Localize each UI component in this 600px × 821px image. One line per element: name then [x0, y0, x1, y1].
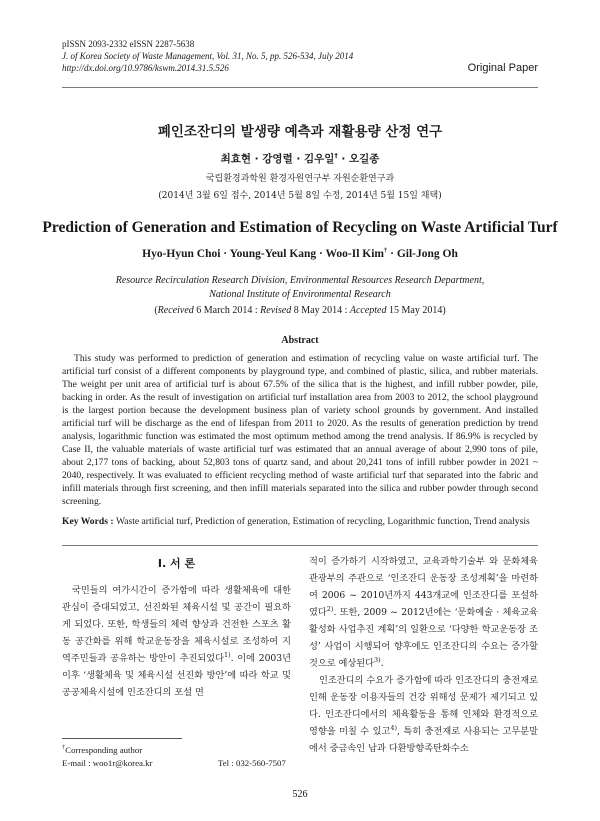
received-label: Received — [157, 305, 194, 316]
english-title: Prediction of Generation and Estimation of Recycling on Waste Artificial Turf — [42, 219, 558, 236]
keywords-text: Waste artificial turf, Prediction of generation, Estimation of recycling, Logarithmic function, Trend analysis — [115, 516, 530, 527]
english-dates — [0, 305, 600, 316]
abstract-heading: Abstract — [281, 335, 319, 346]
doi-link[interactable]: http://dx.doi.org/10.9786/kswm.2014.31.5.526 — [62, 63, 229, 73]
footnote-tel: Tel : 032-560-7507 — [218, 758, 286, 768]
body-paragraph — [62, 582, 291, 701]
korean-corresponding-mark: † — [334, 151, 338, 160]
section-title: I. 서 론 — [157, 557, 196, 570]
accepted-label: Accepted — [349, 305, 387, 316]
affiliation-line-2: National Institute of Environmental Research — [209, 289, 391, 300]
header-divider — [62, 87, 538, 88]
footnote-email[interactable]: E-mail : woo1r@korea.kr — [62, 758, 153, 768]
english-author-last: · Gil-Jong Oh — [387, 248, 458, 260]
korean-author-last: · 오길종 — [337, 153, 380, 165]
citation-ref: 4) — [390, 723, 398, 732]
received-date: 6 March 2014 : — [193, 305, 261, 316]
english-corresponding-mark: † — [384, 247, 388, 255]
body-text: . 또한, 2009 ~ 2012년에는 ‘문화예술 · 체육교육 활성화 사업추진 계획’의 일환으로 ‘다양한 학교운동장 조성’ 사업이 시행되어 향후에도 인조잔디의 수요는 증가할 것으로 예상된다 — [309, 607, 538, 669]
body-column-right — [309, 553, 538, 757]
citation-ref: 2) — [326, 604, 334, 613]
english-author-names: Hyo-Hyun Choi · Young-Yeul Kang · Woo-Il Kim — [142, 248, 384, 260]
revised-date: 8 May 2014 : — [291, 305, 350, 316]
footnote-author-label: Corresponding author — [65, 745, 143, 755]
korean-authors — [0, 151, 600, 166]
dates-open: ( — [154, 305, 158, 316]
english-affiliation — [0, 274, 600, 302]
journal-citation: J. of Korea Society of Waste Management, Vol. 31, No. 5, pp. 526-534, July 2014 — [62, 51, 354, 61]
body-text: 인조잔디의 수요가 증가함에 따라 인조잔디의 충전재로 인해 운동장 이용자들의 건강 위해성 문제가 제기되고 있다. 인조잔디에서의 체육활동을 통해 인체와 환경적으로 영향을 미칠 수 있고 — [309, 675, 538, 737]
body-text: , 특히 충전재로 사용되는 고무분말에서 중금속인 납과 다환방향족탄화수소 — [309, 726, 539, 754]
korean-affiliation: 국립환경과학원 환경자원연구부 자원순환연구과 — [205, 174, 395, 184]
citation-ref: 1) — [223, 650, 231, 659]
footnote-divider — [62, 738, 182, 739]
body-text: 국민들의 여가시간이 증가함에 따라 생활체육에 대한 관심이 증대되었고, 선진화된 체육시설 및 공간이 필요하게 되었다. 또한, 학생들의 체력 향상과 건전한 스포츠 활동 공간화를 위해 학교운동장을 체육시설로 조성하여 지역주민들과 공유하는 방안이 추진되었다 — [62, 585, 291, 664]
footnote-mark: † — [62, 744, 66, 752]
body-text: 적이 증가하기 시작하였고, 교육과학기술부 와 문화체육관광부의 주관으로 ‘인조잔디 운동장 조성계획’을 마련하여 2006 ~ 2010년까지 443개교에 인조잔디를 포설하였다 — [309, 556, 538, 618]
korean-dates: (2014년 3월 6일 접수, 2014년 5월 8일 수정, 2014년 5월 15일 채택) — [158, 191, 442, 201]
issn-line: pISSN 2093-2332 eISSN 2287-5638 — [62, 39, 195, 49]
body-text: . 이에 2003년 이후 ‘생활체육 및 체육시설 선진화 방안’에 따라 학교 및 공공체육시설에 인조잔디의 포설 면 — [62, 653, 291, 698]
keywords-label: Key Words : — [62, 516, 116, 527]
keywords — [62, 515, 538, 528]
page-number: 526 — [292, 789, 308, 800]
body-text: . — [380, 658, 384, 669]
revised-label: Revised — [260, 305, 292, 316]
abstract-text: This study was performed to prediction of generation and estimation of recycling value on waste artificial turf. The artificial turf consist of a different components by playground type, and combined of plastic, silica, and rubber materials. The weight per unit area of artificial turf is about 67.5% of the silica that is the highest, and infill rubber powder, pile, backing in order. As the result of investigation on artificial turf installation area from 2003 to 2012, the school playground is the largest portion because the development business plan of variety school grounds by government. And installed artificial turf will be discharge as the end of lifespan from 2011 to 2020. As the results of generation prediction by trend analysis, logarithmic function was estimated the most optimum method among the trend analysis. If 86.9% is recycled by Case II, the valuable materials of waste artificial turf was estimated that an annual average of about 2,990 tons of pile, about 2,177 tons of backing, about 52,803 tons of quartz sand, and about 20,241 tons of infill rubber powder in 2021 ~ 2040, respectively. It was evaluated to efficient recycling method of waste artificial turf that separated into the fabric and infill materials through first screening, and then infill materials separated into the silica and rubber powder through second screening. — [62, 353, 538, 507]
footnote-contact — [62, 757, 291, 769]
korean-title: 폐인조잔디의 발생량 예측과 재활용량 산정 연구 — [157, 124, 443, 140]
paper-type-label: Original Paper — [467, 62, 538, 74]
accepted-date: 15 May 2014) — [386, 305, 446, 316]
citation-ref: 3) — [374, 655, 381, 664]
journal-header — [62, 38, 442, 74]
body-paragraph — [309, 553, 538, 672]
body-paragraph — [309, 672, 538, 757]
footnote-corresponding — [62, 744, 291, 756]
body-column-left — [62, 582, 291, 701]
english-authors — [0, 248, 600, 260]
affiliation-line-1: Resource Recirculation Research Division, Environmental Resources Research Department, — [115, 275, 485, 286]
abstract-divider — [62, 545, 538, 546]
korean-author-names: 최효현 · 강영렬 · 김우일 — [220, 153, 335, 165]
